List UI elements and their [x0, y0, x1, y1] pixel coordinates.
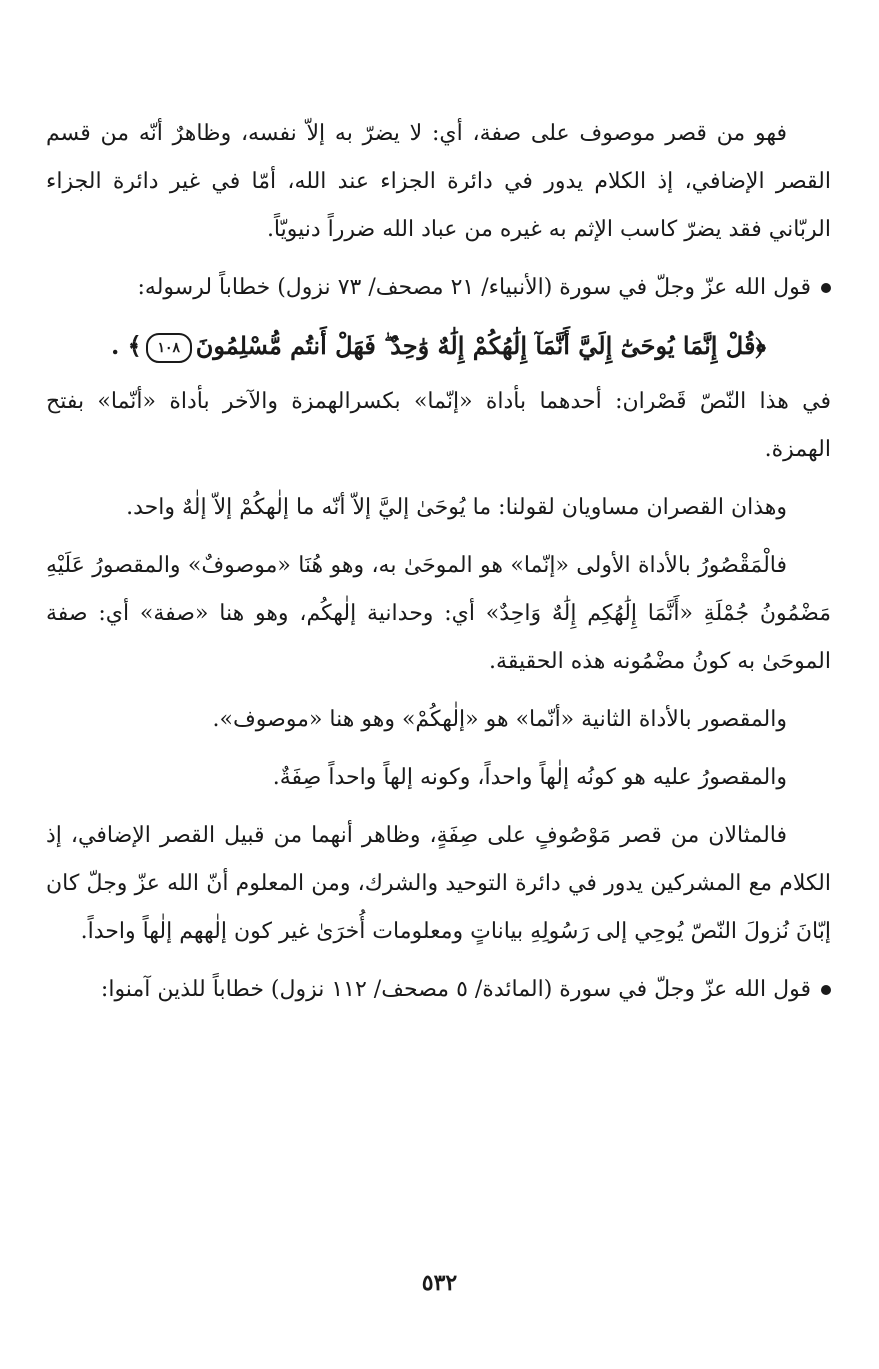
- paragraph-6: والمقصورُ عليه هو كونُه إلٰهاً واحداً، وكونه إلهاً واحداً صِفَةٌ.: [272, 765, 787, 790]
- bullet-icon: [821, 283, 831, 293]
- bullet-icon: [821, 985, 831, 995]
- page-body: [46, 110, 831, 1329]
- paragraph-3: وهذان القصران مساويان لقولنا: ما يُوحَىٰ إليَّ إلاّ أنّه ما إلٰهكُمْ إلاّ إلٰهٌ واحد.: [126, 495, 787, 520]
- quran-close-bracket: ﴾ .: [110, 331, 142, 360]
- paragraph-4: فالْمَقْصُورُ بالأداة الأولى «إنّما» هو الموحَىٰ به، وهو هُنَا «موصوفٌ» والمقصورُ عَلَيْهِ مَضْمُونُ جُمْلَةِ «أَنَّمَا إِلَٰهُكِم إِلَٰهٌ وَاحِدٌ» أي: وحدانية إلٰهكُم، وهو هنا «صفة» أي: صفة الموحَىٰ به كونُ مضْمُونه هذه الحقيقة.: [46, 553, 831, 674]
- bullet-paragraph-2: [46, 966, 831, 1014]
- quran-verse: [46, 320, 831, 372]
- page-number: ٥٣٢: [421, 1270, 458, 1296]
- paragraph-2: في هذا النّصّ قَصْران: أحدهما بأداة «إنّما» بكسرالهمزة والآخر بأداة «أنّما» بفتح الهمزة.: [46, 389, 831, 462]
- paragraph-5: والمقصور بالأداة الثانية «أنّما» هو «إلٰهكُمْ» وهو هنا «موصوف».: [212, 707, 787, 732]
- ayah-number-badge: ١٠٨: [146, 333, 192, 363]
- bullet-text-1: قول الله عزّ وجلّ في سورة (الأنبياء/ ٢١ مصحف/ ٧٣ نزول) خطاباً لرسوله:: [137, 275, 811, 300]
- bullet-text-2: قول الله عزّ وجلّ في سورة (المائدة/ ٥ مصحف/ ١١٢ نزول) خطاباً للذين آمنوا:: [100, 977, 811, 1002]
- quran-open-bracket: ﴿: [755, 331, 767, 360]
- paragraph-1: فهو من قصر موصوف على صفة، أي: لا يضرّ به إلاّ نفسه، وظاهرٌ أنّه من قسم القصر الإضافي، إذ الكلام يدور في دائرة الجزاء عند الله، أمّا في غير دائرة الجزاء الربّاني فقد يضرّ كاسب الإثم به غيره من عباد الله ضرراً دنيويّاً.: [46, 121, 831, 242]
- paragraph-7: فالمثالان من قصر مَوْصُوفٍ على صِفَةٍ، وظاهر أنهما من قبيل القصر الإضافي، إذ الكلام مع المشركين يدور في دائرة التوحيد والشرك، ومن المعلوم أنّ الله عزّ وجلّ كان إبّانَ نُزولَ النّصّ يُوحِي إلى رَسُولِهِ بياناتٍ ومعلومات أُخرَىٰ غير كون إلٰههم إلٰهاً واحداً.: [46, 823, 831, 944]
- bullet-paragraph-1: [46, 264, 831, 312]
- quran-verse-text: قُلْ إِنَّمَا يُوحَىٰٓ إِلَيَّ أَنَّمَآ إِلَٰهُكُمْ إِلَٰهٌ وَٰحِدٌ ۖ فَهَلْ أَنتُم مُّسْلِمُونَ: [195, 331, 756, 360]
